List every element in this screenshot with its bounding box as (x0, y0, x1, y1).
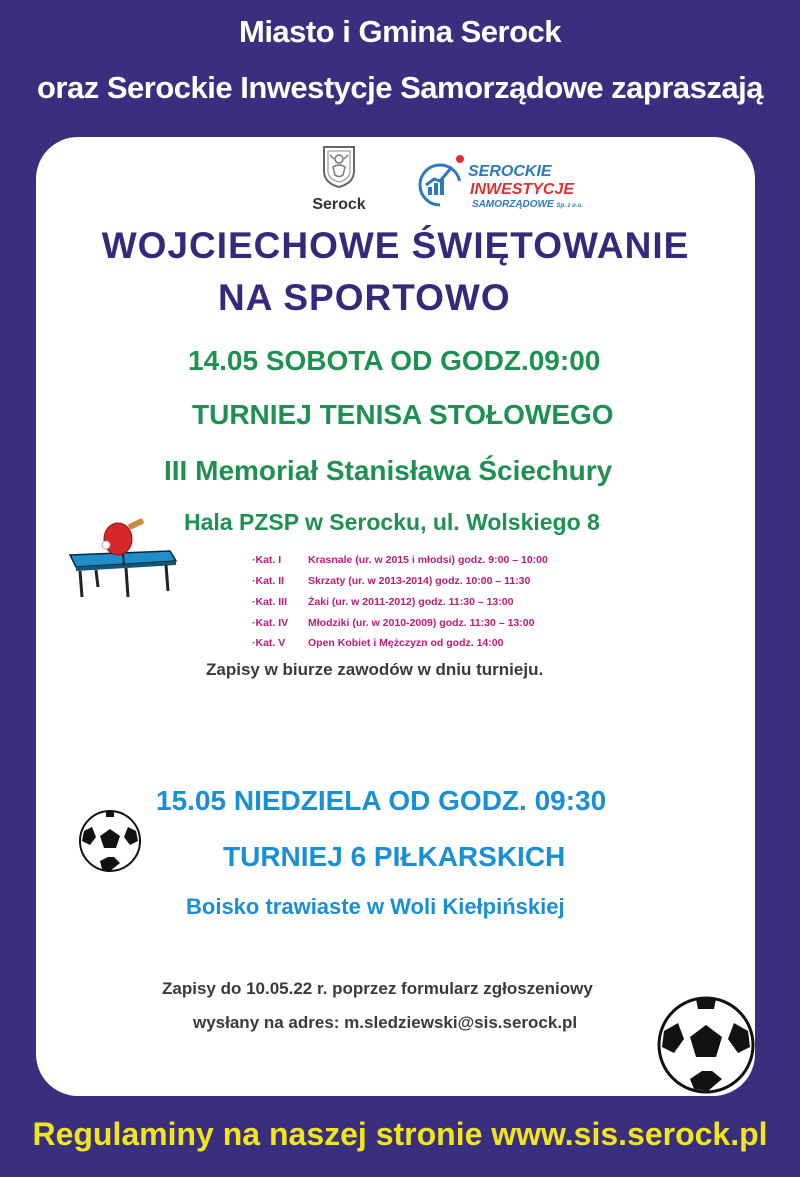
footer-text: Regulaminy na naszej stronie www.sis.serock.pl (32, 1116, 768, 1152)
sis-chart-logo-icon (416, 153, 468, 209)
serock-logo-text: Serock (312, 196, 366, 213)
ping-pong-table-icon (66, 515, 178, 601)
event2-date: 15.05 NIEDZIELA OD GODZ. 09:30 (156, 785, 607, 816)
event1-name: TURNIEJ TENISA STOŁOWEGO (192, 399, 614, 430)
event2-registration-line1: Zapisy do 10.05.22 r. poprzez formularz zgłoszeniowy (162, 979, 593, 998)
soccer-ball-icon (78, 809, 142, 873)
main-title-line2: NA SPORTOWO (218, 277, 511, 318)
event2-registration-line2: wysłany na adres: m.sledziewski@sis.serock.pl (193, 1013, 578, 1032)
serock-coat-of-arms-icon (322, 145, 356, 189)
sis-logo-line2: INWESTYCJE (470, 181, 575, 198)
sis-logo (416, 153, 616, 213)
category-row: ·Kat. II Skrzaty (ur. w 2013-2014) godz. 10:00 – 11:30 (252, 575, 531, 587)
header-line1: Miasto i Gmina Serock (239, 14, 561, 49)
soccer-ball-icon (656, 995, 755, 1095)
poster-card (36, 137, 755, 1096)
event1-registration: Zapisy w biurze zawodów w dniu turnieju. (206, 660, 544, 679)
event2-venue: Boisko trawiaste w Woli Kiełpińskiej (186, 894, 565, 919)
event1-venue: Hala PZSP w Serocku, ul. Wolskiego 8 (184, 509, 600, 535)
category-row: ·Kat. I Krasnale (ur. w 2015 i młodsi) godz. 9:00 – 10:00 (252, 554, 548, 566)
main-title-line1: WOJCIECHOWE ŚWIĘTOWANIE (101, 225, 690, 266)
sis-logo-line3: SAMORZĄDOWE Sp. z o.o. (472, 199, 583, 210)
serock-logo (304, 145, 374, 214)
sis-logo-line1: SEROCKIE (468, 163, 552, 180)
category-row: ·Kat. III Żaki (ur. w 2011-2012) godz. 11:30 – 13:00 (252, 596, 514, 608)
event1-date: 14.05 SOBOTA OD GODZ.09:00 (188, 345, 601, 376)
category-row: ·Kat. V Open Kobiet i Mężczyzn od godz. 14:00 (252, 637, 504, 649)
category-row: ·Kat. IV Młodziki (ur. w 2010-2009) godz. 11:30 – 13:00 (252, 617, 535, 629)
header-line2: oraz Serockie Inwestycje Samorządowe zapraszają (36, 70, 763, 105)
event2-name: TURNIEJ 6 PIŁKARSKICH (223, 841, 566, 872)
event1-memorial: III Memoriał Stanisława Ściechury (164, 455, 613, 486)
